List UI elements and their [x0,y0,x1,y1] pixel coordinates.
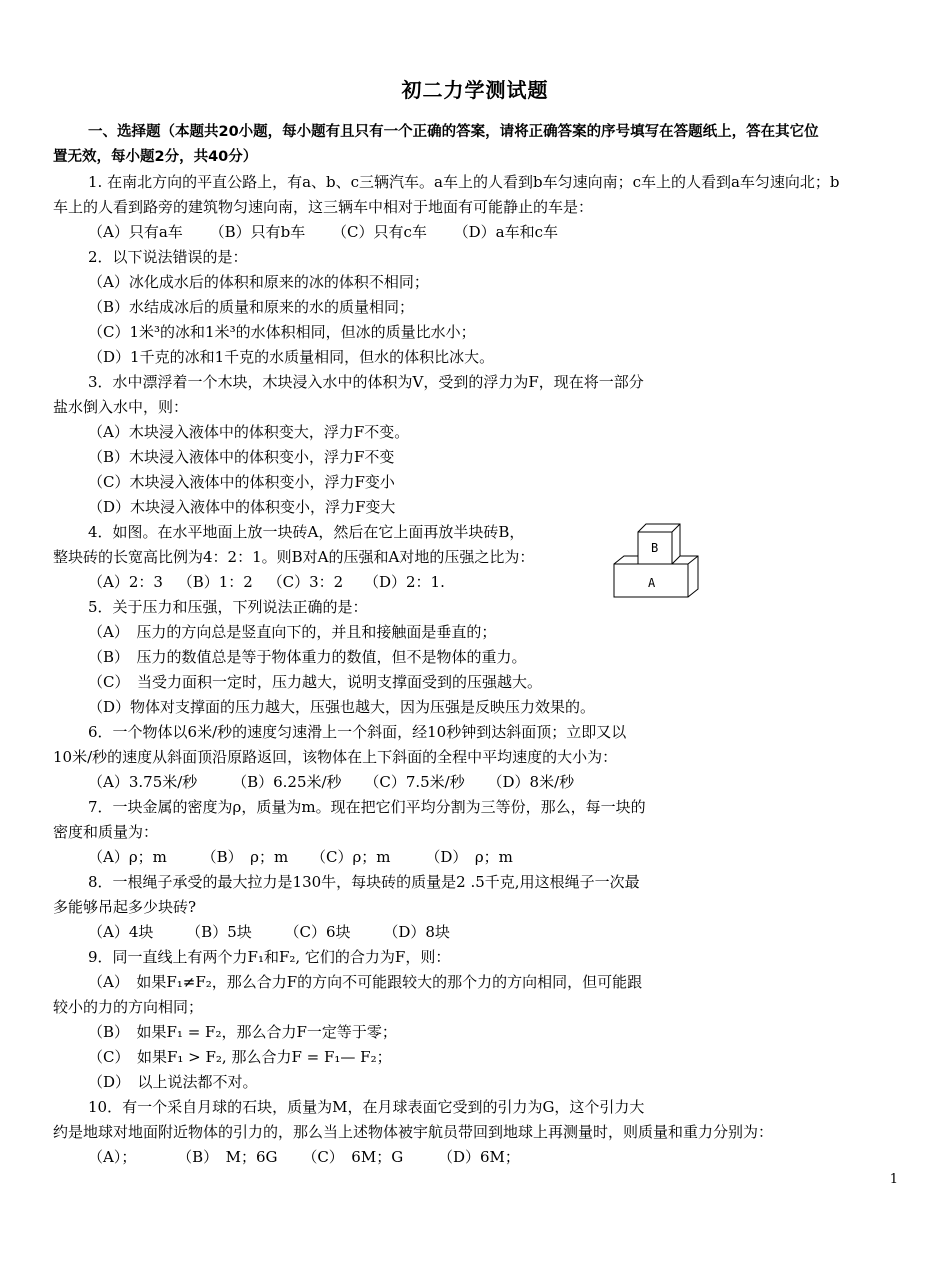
brick-a-edge [688,556,698,564]
question-8-stem: 8．一根绳子承受的最大拉力是130牛，每块砖的质量是2 .5千克,用这根绳子一次最 [88,873,640,891]
question-10-options [53,1145,903,1170]
brick-a-top-left [614,556,638,564]
page-title: 初二力学测试题 [401,78,549,102]
question-3-stem-cont: 盐水倒入水中，则： [53,398,189,416]
section-heading: 一、选择题（本题共20小题，每小题有且只有一个正确的答案，请将正确答案的序号填写在答题纸上，答在其它位 [88,124,819,140]
q4-option-b: （B）1：2 [177,573,253,591]
brick-figure [610,520,702,602]
q10-option-d: （D）6M； [437,1148,520,1166]
question-6-options [53,770,903,795]
q7-option-b: （B） ρ；m [201,848,289,866]
q10-option-c: （C） 6M；G [302,1148,404,1166]
question-1-stem-cont: 车上的人看到路旁的建筑物匀速向南，这三辆车中相对于地面有可能静止的车是： [53,198,594,216]
question-2-stem: 2．以下说法错误的是： [88,248,248,266]
q3-option-b: （B）木块浸入液体中的体积变小，浮力F不变 [88,448,395,466]
q2-option-d: （D）1千克的冰和1千克的水质量相同，但水的体积比冰大。 [88,348,495,366]
q6-option-b: （B）6.25米/秒 [232,773,342,791]
brick-a-label: A [648,576,656,590]
q10-option-a: （A）； [88,1148,137,1166]
question-4-stem: 4．如图。在水平地面上放一块砖A，然后在它上面再放半块砖B， [88,523,525,541]
q5-option-c: （C） 当受力面积一定时，压力越大，说明支撑面受到的压强越大。 [88,673,542,691]
q8-option-a: （A）4块 [88,923,154,941]
q7-option-c: （C）ρ；m [311,848,391,866]
question-7-stem-cont: 密度和质量为： [53,823,159,841]
q3-option-d: （D）木块浸入液体中的体积变小，浮力F变大 [88,498,396,516]
question-10-stem-cont: 约是地球对地面附近物体的引力的，那么当上述物体被宇航员带回到地球上再测量时，则质量和重力分别为： [53,1123,774,1141]
q1-option-a: （A）只有a车 [88,223,183,241]
q9-option-a-cont: 较小的力的方向相同； [53,998,204,1016]
question-4-options [53,570,903,595]
q4-option-a: （A）2：3 [88,573,163,591]
brick-b-label: B [651,541,659,555]
q9-option-b: （B） 如果F₁ = F₂，那么合力F一定等于零； [88,1023,397,1041]
question-6-stem: 6．一个物体以6米/秒的速度匀速滑上一个斜面，经10秒钟到达斜面顶；立即又以 [88,723,627,741]
q5-option-a: （A） 压力的方向总是竖直向下的，并且和接触面是垂直的； [88,623,497,641]
q1-option-d: （D）a车和c车 [453,223,559,241]
question-list [53,120,903,1170]
q3-option-c: （C）木块浸入液体中的体积变小，浮力F变小 [88,473,395,491]
page-number: 1 [889,1172,898,1187]
question-3-stem: 3．水中漂浮着一个木块，木块浸入水中的体积为V，受到的浮力为F，现在将一部分 [88,373,644,391]
q6-option-d: （D）8米/秒 [487,773,575,791]
q1-option-b: （B）只有b车 [209,223,306,241]
q5-option-d: （D）物体对支撑面的压力越大，压强也越大，因为压强是反映压力效果的。 [88,698,596,716]
q3-option-a: （A）木块浸入液体中的体积变大，浮力F不变。 [88,423,410,441]
question-9-stem: 9．同一直线上有两个力F₁和F₂, 它们的合力为F，则： [88,948,451,966]
q1-option-c: （C）只有c车 [331,223,427,241]
q4-option-d: （D）2：1. [363,573,445,591]
question-1-options [53,220,903,245]
question-10-stem: 10．有一个采自月球的石块，质量为M，在月球表面它受到的引力为G，这个引力大 [88,1098,645,1116]
question-8-stem-cont: 多能够吊起多少块砖? [53,898,197,916]
q8-option-d: （D）8块 [383,923,450,941]
q10-option-b: （B） M；6G [177,1148,278,1166]
q2-option-c: （C）1米³的冰和1米³的水体积相同，但冰的质量比水小； [88,323,476,341]
q8-option-c: （C）6块 [284,923,351,941]
brick-b-edge [672,524,680,532]
q9-option-c: （C） 如果F₁ > F₂, 那么合力F = F₁— F₂； [88,1048,392,1066]
question-8-options [53,920,903,945]
q6-option-a: （A）3.75米/秒 [88,773,198,791]
q6-option-c: （C）7.5米/秒 [364,773,465,791]
q9-option-a: （A） 如果F₁≠F₂，那么合力F的方向不可能跟较大的那个力的方向相同，但可能跟 [88,973,643,991]
q8-option-b: （B）5块 [186,923,252,941]
q4-option-c: （C）3：2 [267,573,344,591]
question-4-stem-cont: 整块砖的长宽高比例为4：2：1。则B对A的压强和A对地的压强之比为： [53,548,535,566]
q9-option-d: （D） 以上说法都不对。 [88,1073,258,1091]
q2-option-b: （B）水结成冰后的质量和原来的水的质量相同； [88,298,415,316]
q2-option-a: （A）冰化成水后的体积和原来的冰的体积不相同； [88,273,429,291]
question-7-options [53,845,903,870]
question-5-stem: 5．关于压力和压强，下列说法正确的是： [88,598,368,616]
question-6-stem-cont: 10米/秒的速度从斜面顶沿原路返回，该物体在上下斜面的全程中平均速度的大小为： [53,748,618,766]
section-heading-cont: 置无效，每小题2分，共40分） [53,149,258,165]
question-7-stem: 7．一块金属的密度为ρ，质量为m。现在把它们平均分割为三等份，那么，每一块的 [88,798,646,816]
brick-a-depth [680,556,698,597]
q7-option-d: （D） ρ；m [425,848,513,866]
question-1-stem: 1. 在南北方向的平直公路上，有a、b、c三辆汽车。a车上的人看到b车匀速向南；c车上的人看到a车匀速向北；b [88,173,840,191]
q7-option-a: （A）ρ；m [88,848,167,866]
q5-option-b: （B） 压力的数值总是等于物体重力的数值，但不是物体的重力。 [88,648,527,666]
